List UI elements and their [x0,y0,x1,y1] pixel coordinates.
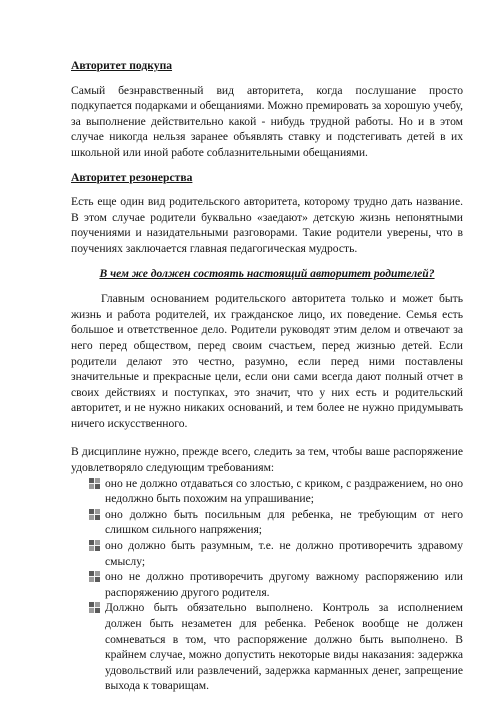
list-item [89,600,463,694]
diamond-bullet-icon [89,478,100,489]
diamond-bullet-icon [89,509,100,520]
requirement-text: Должно быть обязательно выполнено. Контроль за исполнением должен быть незаметен для ребенка. Ребенок вообще не должен сомневаться в том, что распоряжение должно быть выполнено. В крайнем случае, можно допустить некоторые виды наказания: задержка удовольствий или развлечений, задержка карманных денег, запрещение выхода к товарищам. [105,601,463,693]
requirement-text: оно должно быть разумным, т.е. не должно противоречить здравому смыслу; [105,539,463,568]
diamond-bullet-icon [89,540,100,551]
list-item [89,538,463,569]
list-item [89,569,463,600]
section-paragraph-bribery: Самый безнравственный вид авторитета, когда послушание просто подкупается подарками и обещаниями. Можно премировать за хорошую учебу, за выполнение действительно какой - нибудь трудной работы. Но и в этом случае никогда нельзя заранее объявлять ставку и подстегивать детей в их школьной или иной работе соблазнительными обещаниями. [71,83,463,159]
document-body [71,58,463,694]
list-item [89,507,463,538]
requirement-text: оно должно быть посильным для ребенка, не требующим от него слишком сильного напряжения; [105,507,463,537]
diamond-bullet-icon [89,602,100,613]
section-heading-reasoning: Авторитет резонерства [71,170,193,184]
requirements-list [71,476,463,694]
question-heading: В чем же должен состоять настоящий авторитет родителей? [99,266,435,280]
section-heading-bribery: Авторитет подкупа [71,59,173,72]
main-paragraph: Главным основанием родительского авторитета только и может быть жизнь и работа родителей, их гражданское лицо, их поведение. Семья есть большое и ответственное дело. Родители руководят этим делом и отвечают за него перед обществом, перед своим счастьем, перед жизнью детей. Если родители делают это честно, разумно, если перед ними поставлены значительные и прекрасные цели, если они сами всегда дают полный отчет в своих действиях и поступках, это значит, что у них есть и родительский авторитет, и не нужно никаких оснований, и тем более не нужно придумывать ничего искусственного. [71,292,463,430]
requirement-text: оно не должно противоречить другому важному распоряжению или распоряжению другого родителя. [105,570,463,599]
discipline-intro: В дисциплине нужно, прежде всего, следить за тем, чтобы ваше распоряжение удовлетворяло следующим требованиям: [71,445,463,475]
requirement-text: оно не должно отдаваться со злостью, с криком, с раздражением, но оно недолжно быть похожим на упрашивание; [105,476,463,506]
diamond-bullet-icon [89,571,100,582]
list-item [89,476,463,507]
section-paragraph-reasoning: Есть еще один вид родительского авторитета, которому трудно дать название. В этом случае родители буквально «заедают» детскую жизнь непонятными поучениями и назидательными разговорами. Такие родители уверены, что в поучениях заключается главная педагогическая мудрость. [71,195,463,255]
